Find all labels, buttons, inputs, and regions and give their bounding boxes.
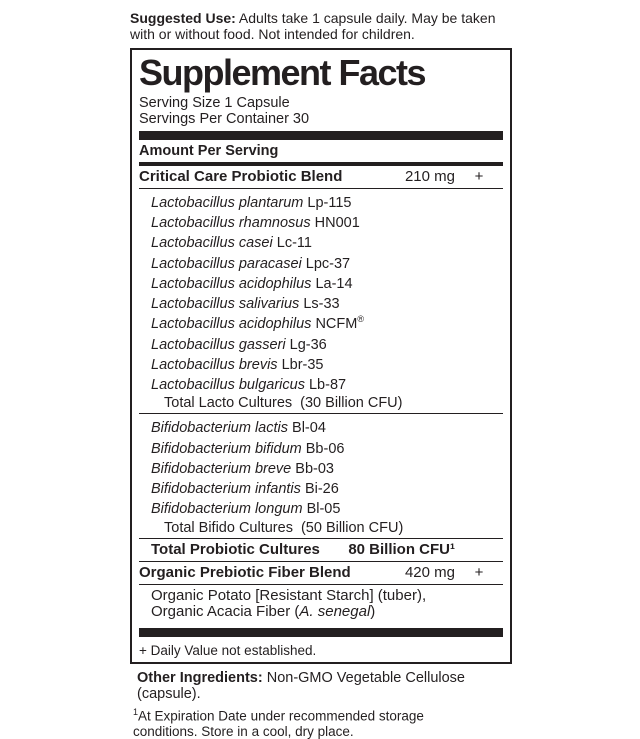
strain-species: Lactobacillus rhamnosus: [151, 215, 311, 232]
prebiotic-blend-name: Organic Prebiotic Fiber Blend: [139, 563, 351, 581]
storage-footnote-body: At Expiration Date under recommended storage conditions. Store in a cool, dry place.: [133, 708, 424, 739]
divider-bar-thick-top: [139, 131, 503, 140]
strain-row: [151, 437, 503, 457]
suggested-use-label: Suggested Use:: [130, 10, 236, 26]
suggested-use-body: Adults take 1 capsule daily. May be taken with or without food. Not intended for children.: [130, 10, 496, 42]
other-ingredients-text: [130, 670, 512, 702]
strain-row: [151, 373, 503, 393]
lacto-strain-list: [139, 189, 503, 395]
strain-code: Lpc-37: [305, 255, 351, 272]
strain-row: [151, 353, 503, 373]
prebiotic-blend-row: [139, 562, 503, 584]
lacto-total-label: Total Lacto Cultures: [164, 395, 293, 412]
strain-species: Lactobacillus plantarum: [151, 194, 304, 211]
probiotic-blend-name: Critical Care Probiotic Blend: [139, 168, 343, 185]
strain-code: La-14: [315, 275, 353, 292]
amount-per-serving-heading: Amount Per Serving: [139, 143, 279, 159]
strain-species: Bifidobacterium bifidum: [151, 440, 302, 457]
strain-row: [151, 457, 503, 477]
lacto-total-value: (30 Billion CFU): [300, 395, 403, 412]
total-probiotic-row: [139, 539, 503, 561]
strain-code: Lbr-35: [281, 356, 324, 373]
strain-row: [151, 191, 503, 211]
daily-value-footnote: + Daily Value not established.: [139, 642, 317, 658]
bifido-total-value: (50 Billion CFU): [300, 519, 404, 536]
strain-species: Lactobacillus gasseri: [151, 336, 286, 353]
strain-row: [151, 416, 503, 436]
strain-row: [151, 497, 503, 517]
strain-species: Lactobacillus paracasei: [151, 255, 302, 272]
supplement-facts-panel: [130, 48, 512, 664]
strain-code: Bb-03: [295, 460, 334, 477]
storage-footnote: [130, 705, 460, 739]
strain-row: [151, 231, 503, 251]
bifido-total-label: Total Bifido Cultures: [164, 519, 293, 536]
strain-code: Ls-33: [303, 296, 340, 312]
strain-species: Lactobacillus bulgaricus: [151, 376, 305, 393]
strain-species: Bifidobacterium infantis: [151, 480, 301, 497]
serving-size: Serving Size 1 Capsule: [139, 95, 290, 111]
strain-code: Bb-06: [305, 440, 345, 457]
strain-row: [151, 292, 503, 312]
label-content-column: [130, 10, 512, 739]
strain-code: NCFM: [315, 316, 358, 333]
strain-code: Lg-36: [289, 336, 327, 353]
prebiotic-ingredients: [139, 585, 503, 624]
total-probiotic-label: Total Probiotic Cultures: [151, 540, 320, 558]
strain-row: [151, 272, 503, 292]
ingredient-line2-species: A. senegal: [299, 603, 371, 621]
strain-row: [151, 211, 503, 231]
strain-code: HN001: [314, 215, 360, 232]
bifido-strain-list: [139, 414, 503, 519]
strain-code: Bl-05: [306, 501, 341, 518]
strain-row: [151, 477, 503, 497]
strain-code: Lp-115: [307, 194, 352, 211]
strain-code: Lb-87: [308, 376, 347, 393]
other-ingredients-label: Other Ingredients:: [137, 669, 263, 686]
probiotic-blend-amount: 210 mg: [404, 168, 455, 185]
lacto-total-line: [139, 395, 503, 413]
strain-species: Lactobacillus acidophilus: [151, 316, 312, 333]
strain-species: Bifidobacterium lactis: [151, 420, 288, 437]
prebiotic-ingredient-line2: [151, 604, 503, 621]
strain-species: Lactobacillus casei: [151, 235, 273, 252]
divider-bar-thick-bottom: [139, 628, 503, 637]
storage-footnote-superscript: 1: [133, 706, 139, 717]
ingredient-line2-prefix: Organic Acacia Fiber (: [151, 603, 300, 621]
ingredient-line2-suffix: ): [370, 603, 376, 621]
strain-species: Bifidobacterium longum: [151, 501, 303, 518]
prebiotic-ingredient-line1: Organic Potato [Resistant Starch] (tuber),: [151, 586, 427, 604]
suggested-use-text: [130, 10, 498, 42]
total-probiotic-value: 80 Billion CFU¹: [348, 540, 455, 558]
other-ingredients-body: Non-GMO Vegetable Cellulose (capsule).: [137, 669, 465, 702]
panel-title: Supplement Facts: [139, 52, 426, 93]
strain-code: Bi-26: [304, 480, 339, 497]
strain-species: Lactobacillus brevis: [151, 356, 278, 373]
strain-row: [151, 333, 503, 353]
strain-code: Lc-11: [276, 235, 312, 252]
prebiotic-blend-amount: 420 mg: [404, 563, 455, 581]
prebiotic-blend-dv-symbol: +: [474, 563, 484, 581]
bifido-total-line: [139, 520, 503, 538]
strain-row: [151, 252, 503, 272]
servings-per-container: Servings Per Container 30: [139, 111, 310, 127]
strain-species: Lactobacillus salivarius: [151, 296, 300, 312]
probiotic-blend-row: [139, 166, 503, 188]
strain-species: Bifidobacterium breve: [151, 460, 292, 477]
strain-species: Lactobacillus acidophilus: [151, 275, 312, 292]
registered-mark: ®: [357, 314, 364, 325]
probiotic-blend-dv-symbol: +: [474, 168, 484, 185]
strain-code: Bl-04: [292, 420, 326, 437]
strain-row: [151, 312, 503, 332]
